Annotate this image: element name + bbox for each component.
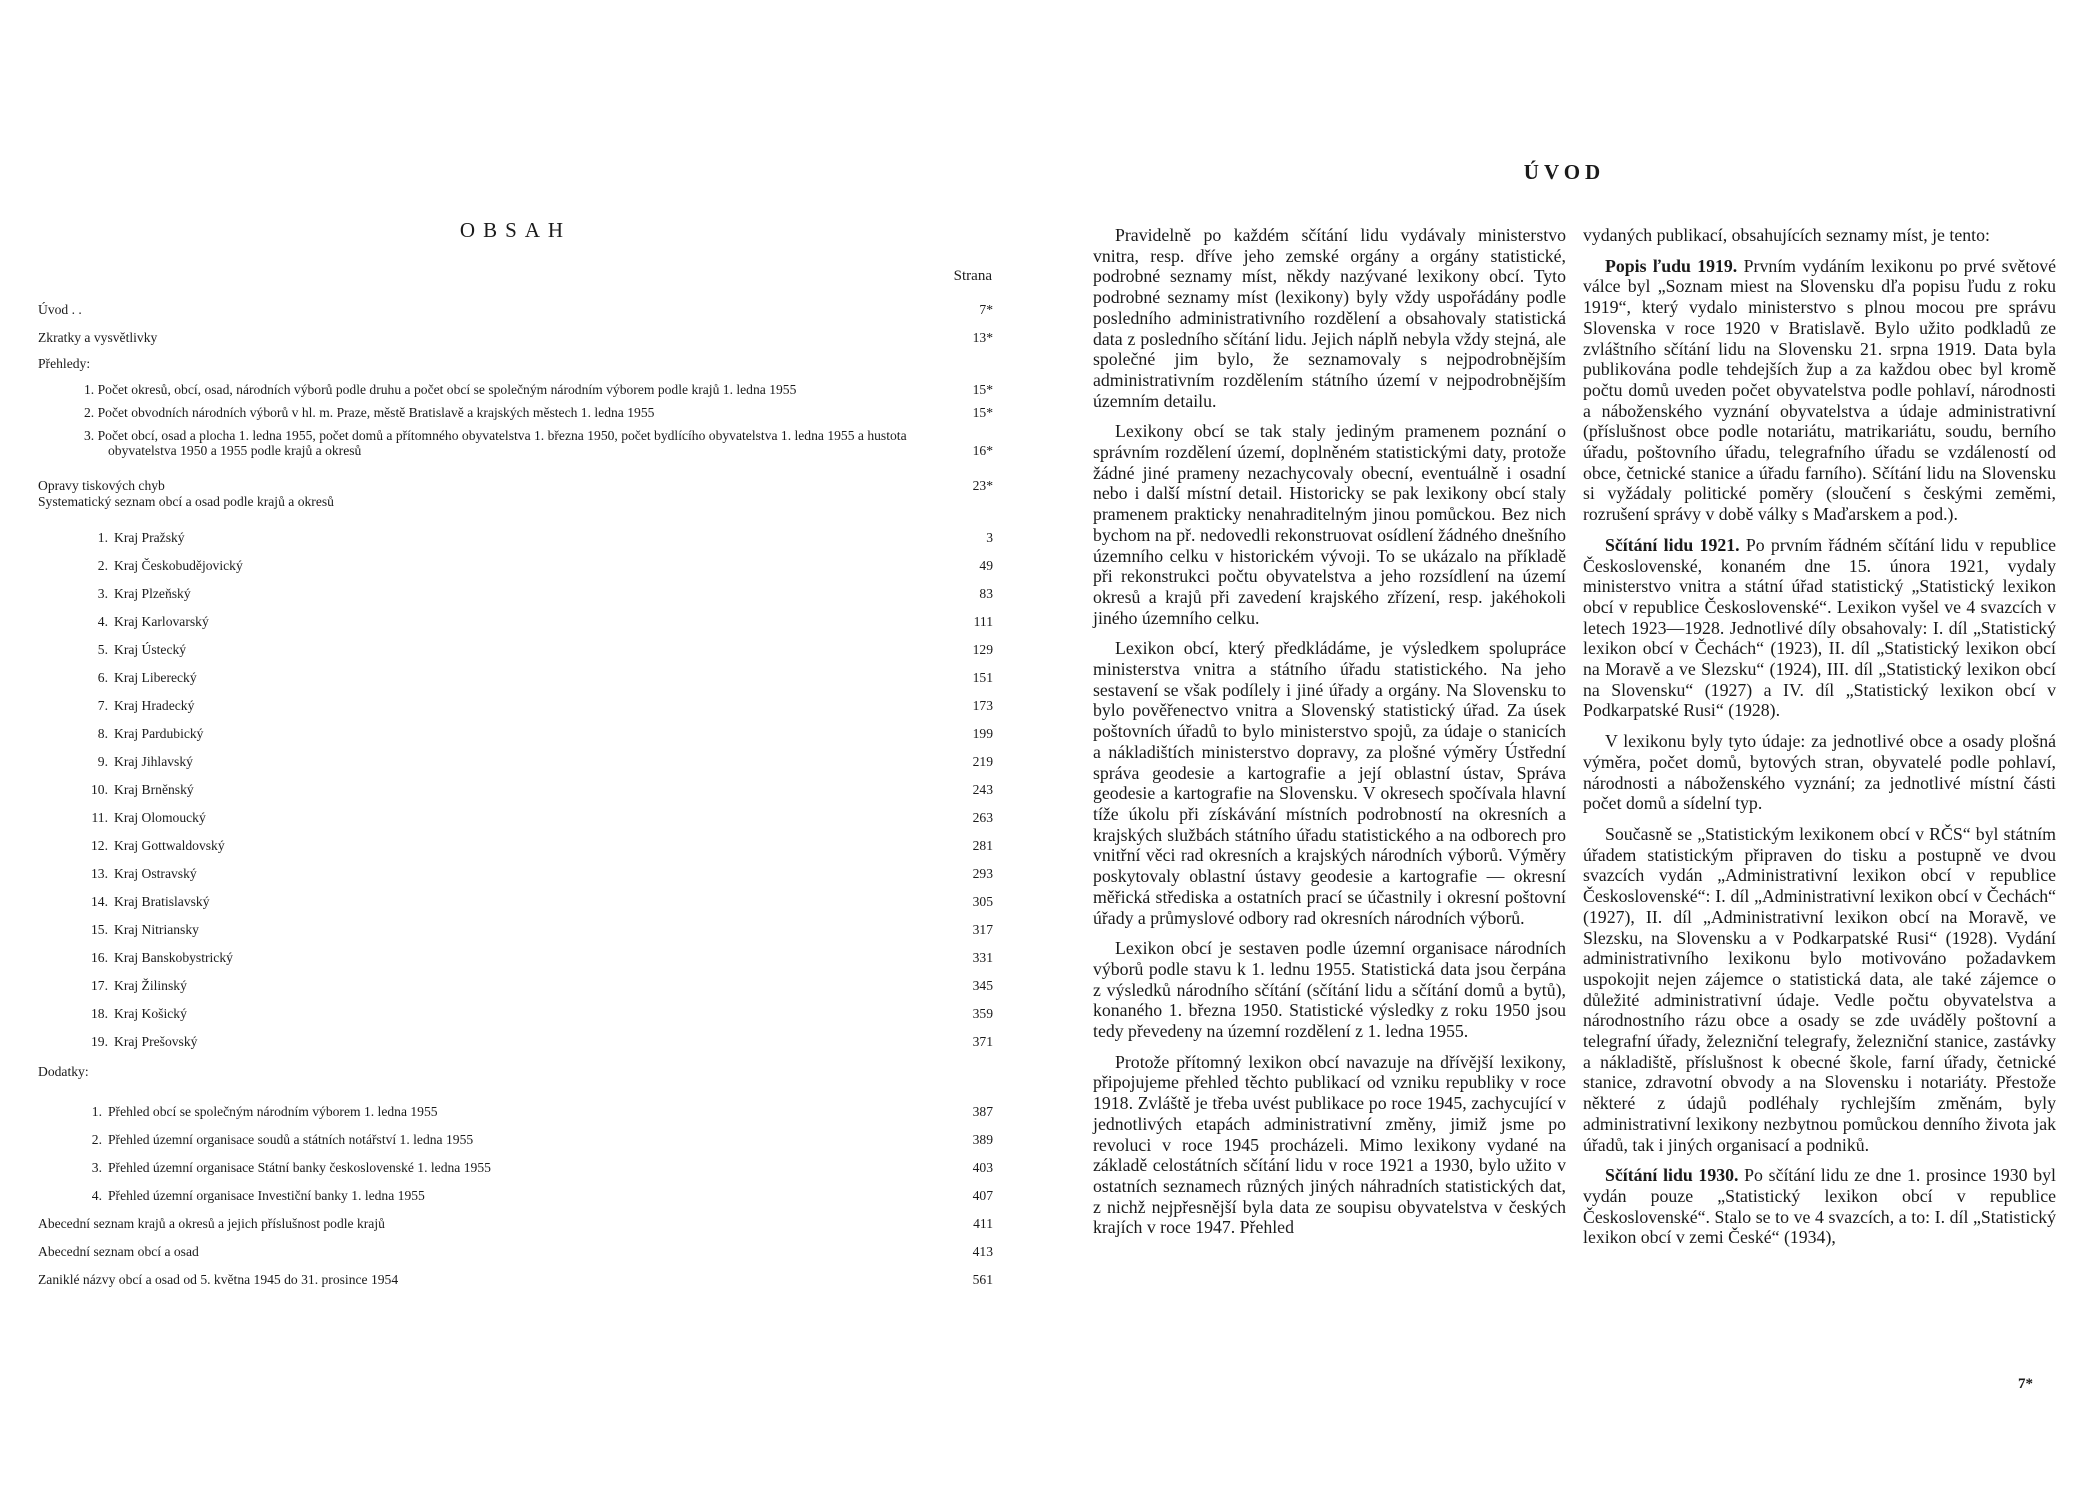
kraj-page: 345: [972, 978, 993, 993]
kraj-entry[interactable]: [38, 994, 993, 1022]
toc-entry-page: 15*: [972, 382, 993, 397]
kraj-number: 6.: [97, 670, 108, 685]
kraj-name: Kraj Prešovský: [114, 1034, 198, 1049]
toc-entry[interactable]: [38, 405, 993, 420]
toc-entry-page: 411: [973, 1216, 993, 1231]
toc-entry-label: Zaniklé názvy obcí a osad od 5. května 1945 do 31. prosince 1954: [38, 1272, 399, 1287]
toc-entry-page: 7*: [979, 302, 993, 317]
dodatek-entry[interactable]: [38, 1120, 993, 1148]
toc-entry-label: Opravy tiskových chyb: [38, 478, 165, 493]
uvod-paragraph: [1583, 256, 2056, 525]
kraj-number: 11.: [91, 810, 108, 825]
toc-entry[interactable]: [38, 1204, 993, 1232]
toc-entry-page: 15*: [972, 405, 993, 420]
toc-entry-label: Počet okresů, obcí, osad, národních výborů podle druhu a počet obcí se společným národním výborem podle krajů 1. ledna 1955: [97, 382, 797, 397]
uvod-paragraph-text: Po sčítání lidu ze dne 1. prosince 1930 byl vydán pouze „Statistický lexikon obcí v republice Československé“. Stalo se to ve 4 svazcích, a to: I. díl „Statistický lexikon obcí v zemi České“ (1934),: [1583, 1165, 2056, 1248]
kraj-label: [84, 1034, 197, 1050]
dodatek-entry[interactable]: [38, 1148, 993, 1176]
uvod-column-1: [1093, 225, 1566, 1248]
kraj-page: 243: [972, 782, 993, 797]
dodatek-number: 2.: [91, 1132, 102, 1147]
uvod-paragraph: Pravidelně po každém sčítání lidu vydávaly ministerstvo vnitra, resp. dříve jeho zemské orgány a orgány statistické, podrobné seznamy míst, někdy nazývané lexikony obcí. Tyto podrobné seznamy míst (lexikony) byly vždy uspořádány podle posledního administrativního rozdělení a obsahovaly statistická data z posledního sčítání lidu. Jejich náplň nebyla vždy stejná, ale společné jim bylo, že seznamovaly s nejpodrobnějším administrativním rozdělením státního území v nejpodrobnějším územním detailu.: [1093, 225, 1566, 411]
kraj-page: 83: [979, 586, 993, 601]
prehledy-heading: Přehledy:: [38, 356, 91, 371]
kraj-number: 19.: [91, 1034, 108, 1049]
uvod-title: ÚVOD: [1523, 160, 1606, 184]
kraj-entry[interactable]: [38, 938, 993, 966]
kraj-name: Kraj Pardubický: [114, 726, 204, 741]
dodatek-label: [84, 1104, 438, 1120]
dodatek-number: 1.: [91, 1104, 102, 1119]
kraj-number: 17.: [91, 978, 108, 993]
kraj-label: [84, 866, 197, 882]
kraj-label: [84, 782, 194, 798]
kraj-name: Kraj Nitriansky: [114, 922, 199, 937]
dodatek-entry[interactable]: [38, 1176, 993, 1204]
kraj-label: [84, 558, 243, 574]
kraj-name: Kraj Bratislavský: [114, 894, 210, 909]
uvod-paragraph: Lexikon obcí, který předkládáme, je výsledkem spolupráce ministerstva vnitra a státního úřadu statistického. Na jeho sestavení se však podílely i jiné úřady a orgány. Na Slovensku to bylo pověřenectvo vnitra a Slovenský statistický úřad. Za úsek poštovních úřadů to bylo ministerstvo spojů, za údaje o stanicích a nákladištích ministerstvo dopravy, za plošné výměry Ústřední správa geodesie a kartografie a její oblastní ústav, Správa geodesie a kartografie na Slovensku. V okresech spočívala hlavní tíže úkolu při získávání místních podrobností na okresních a krajských službách státního úřadu statistického a na odborech pro vnitřní věci rad okresních a krajských národních výborů. Výměry poskytovaly oblastní ústavy geodesie a kartografie — okresní měřická střediska a ostatních prací se účastnily i okresní poštovní úřady a průmyslové odbory rad okresních národních výborů.: [1093, 638, 1566, 928]
kraj-name: Kraj Liberecký: [114, 670, 197, 685]
kraje-list: [38, 518, 993, 1050]
kraj-entry[interactable]: [38, 910, 993, 938]
toc-entry-page: 413: [972, 1244, 993, 1259]
kraj-label: [84, 642, 186, 658]
kraj-number: 7.: [97, 698, 108, 713]
kraj-number: 16.: [91, 950, 108, 965]
kraj-name: Kraj Banskobystrický: [114, 950, 233, 965]
dodatek-text: Přehled územní organisace soudů a státních notářství 1. ledna 1955: [108, 1132, 474, 1147]
kraj-entry[interactable]: [38, 546, 993, 574]
kraj-label: [84, 922, 199, 938]
kraj-label: [84, 670, 197, 686]
toc-entry-page: 23*: [972, 478, 993, 493]
kraj-number: 12.: [91, 838, 108, 853]
toc-entry[interactable]: [38, 1260, 993, 1288]
kraj-entry[interactable]: [38, 826, 993, 854]
kraj-name: Kraj Plzeňský: [114, 586, 191, 601]
kraj-page: 305: [972, 894, 993, 909]
kraj-name: Kraj Žilinský: [114, 978, 187, 993]
kraj-label: [84, 978, 187, 994]
dodatek-label: [84, 1160, 491, 1176]
uvod-paragraph-text: Současně se „Statistickým lexikonem obcí v RČS“ byl státním úřadem statistickým připraven do tisku a postupně ve dvou svazcích vydán „Administrativní lexikon obcí v republice Československé“: I. díl „Administrativní lexikon obcí v Čechách“ (1927), II. díl „Administrativní lexikon obcí na Moravě, ve Slezsku, na Slovensku a v Podkarpatské Rusi“ (1928). Vydání administrativního lexikonu bylo motivováno požadavkem uspokojit nejen zájemce o statistická data, ale také zájemce o důležité administrativní údaje. Vedle počtu obyvatelstva a národnostního rázu obce a osady se zde uváděly poštovní a telegrafní úřady, železniční telegrafy, železniční stanice, zastávky a nákladiště, příslušnost k obecné škole, farní úřady, četnické stanice, zdravotní obvody a na Slovensku i notariáty. Přestože některé z údajů podléhaly rychlejším změnám, byly administrativní lexikony nezbytnou pomůckou denního života jak úřadů, tak i jiných organisací a podniků.: [1583, 823, 2056, 1155]
uvod-paragraph: Lexikon obcí je sestaven podle územní organisace národních výborů podle stavu k 1. lednu 1955. Statistická data jsou čerpána z výsledků národního sčítání (sčítání lidu a sčítání domů a bytů), konaného 1. března 1950. Statistické výsledky z roku 1950 jsou tedy převedeny na územní rozdělení z 1. ledna 1955.: [1093, 938, 1566, 1042]
uvod-paragraph: [1583, 535, 2056, 721]
toc-entry[interactable]: [38, 1232, 993, 1260]
toc-entry-number: 1.: [84, 382, 95, 397]
table-of-contents: [38, 290, 993, 1288]
toc-entry[interactable]: [38, 290, 993, 318]
toc-entry-label: Abecední seznam krajů a okresů a jejich příslušnost podle krajů: [38, 1216, 385, 1231]
kraj-number: 15.: [91, 922, 108, 937]
uvod-paragraph: Lexikony obcí se tak staly jediným pramenem poznání o správním rozdělení území, doplněném statistickými daty, protože žádné jiné prameny nezachycovaly obecní, eventuálně i osadní nebo i další místní detail. Historicky se pak lexikony obcí staly pramenem prakticky nenahraditelným jinou pomůckou. Bez nich bychom na př. nedovedli rekonstruovat osídlení žádného dnešního územního celku v historickém vývoji. To se ukázalo na příkladě při rekonstrukci počtu obyvatelstva a jeho rozsídlení na území okresů a krajů při zavedení krajského zřízení, resp. jakéhokoli jiného územního celku.: [1093, 421, 1566, 628]
kraj-page: 263: [972, 810, 993, 825]
dodatek-number: 4.: [91, 1188, 102, 1203]
toc-entry-label: Abecední seznam obcí a osad: [38, 1244, 199, 1259]
dodatek-number: 3.: [91, 1160, 102, 1175]
kraj-entry[interactable]: [38, 1022, 993, 1050]
right-page-uvod: [1043, 0, 2086, 1501]
kraj-entry[interactable]: [38, 798, 993, 826]
uvod-section-heading: Sčítání lidu 1930.: [1605, 1165, 1739, 1186]
uvod-column-2: [1583, 225, 2056, 1258]
toc-entry-label: Počet obvodních národních výborů v hl. m. Praze, městě Bratislavě a krajských městech 1. ledna 1955: [97, 405, 655, 420]
kraj-name: Kraj Hradecký: [114, 698, 195, 713]
kraj-name: Kraj Ostravský: [114, 866, 197, 881]
toc-entry-number: 3.: [84, 428, 95, 443]
kraj-page: 3: [986, 530, 993, 545]
systematicky-heading: Systematický seznam obcí a osad podle krajů a okresů: [38, 494, 334, 509]
kraj-page: 129: [972, 642, 993, 657]
tail-list: [38, 1204, 993, 1288]
kraj-name: Kraj Košický: [114, 1006, 187, 1021]
kraj-page: 359: [972, 1006, 993, 1021]
kraj-page: 371: [972, 1034, 993, 1049]
uvod-paragraph-text: Prvním vydáním lexikonu po prvé světové válce byl „Soznam miest na Slovensku dľa popisu ľudu z roku 1919“, který vydalo ministerstvo s plnou mocou pre správu Slovenska v roce 1920 v Bratislavě. Bylo užito podkladů ze zvláštního sčítání lidu na Slovensku 21. srpna 1919. Data byla publikována podle tehdejších žup a za každou obec byl kromě počtu domů uveden počet obyvatelstva podle pohlaví, národnosti a náboženského vyznání obyvatelstva a údaje administrativní (příslušnost obce podle notariátu, matrikariátu, soudu, berního úřadu, poštovního úřadu, telegrafního úřadu se vzdáleností od obce, četnické stanice a úřadu farního). Sčítání lidu na Slovensku si vyžádaly politické poměry (sloučení s českými zeměmi, rozrušení správy v době války s Maďarskem a pod.).: [1583, 255, 2056, 525]
kraj-number: 4.: [97, 614, 108, 629]
toc-entry-label: Zkratky a vysvětlivky: [38, 330, 158, 345]
kraj-page: 173: [972, 698, 993, 713]
uvod-paragraph: vydaných publikací, obsahujících seznamy míst, je tento:: [1583, 225, 1990, 245]
kraj-number: 3.: [97, 586, 108, 601]
kraj-page: 331: [972, 950, 993, 965]
kraj-number: 10.: [91, 782, 108, 797]
toc-entry-page: 16*: [972, 443, 993, 458]
kraj-entry[interactable]: [38, 854, 993, 882]
toc-entry-number: 2.: [84, 405, 95, 420]
kraj-number: 9.: [97, 754, 108, 769]
kraj-label: [84, 950, 233, 966]
kraj-number: 5.: [97, 642, 108, 657]
dodatek-text: Přehled územní organisace Investiční banky 1. ledna 1955: [108, 1188, 425, 1203]
kraj-name: Kraj Olomoucký: [114, 810, 206, 825]
toc-entry[interactable]: [38, 466, 993, 494]
kraj-entry[interactable]: [38, 518, 993, 546]
kraj-page: 293: [972, 866, 993, 881]
kraj-label: [84, 838, 225, 854]
toc-entry-page: 13*: [972, 330, 993, 345]
kraj-label: [84, 1006, 187, 1022]
kraj-entry[interactable]: [38, 630, 993, 658]
kraj-page: 281: [972, 838, 993, 853]
uvod-paragraph: Protože přítomný lexikon obcí navazuje na dřívější lexikony, připojujeme přehled těchto publikací od vzniku republiky v roce 1918. Zvláště je třeba uvést publikace po roce 1945, zachycující v jednotlivých etapách administrativní změny, jimiž jsme po revoluci v roce 1945 procházeli. Mimo lexikony vydané na základě celostátních sčítání lidu v roce 1921 a 1930, bylo užito v ostatních seznamech různých jiných náhradních statistických dat, z nichž nejpřesnější byla data ze soupisu obyvatelstva v českých krajích v roce 1947. Přehled: [1093, 1051, 1566, 1238]
dodatek-entry[interactable]: [38, 1092, 993, 1120]
toc-entry-page: 561: [972, 1272, 993, 1287]
dodatek-text: Přehled územní organisace Státní banky československé 1. ledna 1955: [108, 1160, 491, 1175]
toc-entry[interactable]: [38, 382, 993, 397]
uvod-paragraph: [1583, 1165, 2056, 1248]
kraj-name: Kraj Jihlavský: [114, 754, 193, 769]
kraj-label: [84, 754, 193, 770]
kraj-name: Kraj Brněnský: [114, 782, 194, 797]
kraj-page: 219: [972, 754, 993, 769]
kraj-entry[interactable]: [38, 770, 993, 798]
kraj-number: 1.: [97, 530, 108, 545]
kraj-label: [84, 530, 185, 546]
kraj-number: 8.: [97, 726, 108, 741]
kraj-number: 18.: [91, 1006, 108, 1021]
kraj-page: 199: [972, 726, 993, 741]
dodatek-page: 403: [972, 1160, 993, 1175]
kraj-name: Kraj Pražský: [114, 530, 185, 545]
kraj-entry[interactable]: [38, 658, 993, 686]
kraj-label: [84, 894, 210, 910]
uvod-section-heading: Sčítání lidu 1921.: [1605, 534, 1740, 555]
toc-entry[interactable]: [38, 428, 993, 458]
kraj-name: Kraj Ústecký: [114, 642, 187, 657]
kraj-name: Kraj Karlovarský: [114, 614, 209, 629]
toc-entry-label: Počet obcí, osad a plocha 1. ledna 1955, počet domů a přítomného obyvatelstva 1. března 1950, počet bydlícího obyvatelstva 1. ledna 1955 a hustota obyvatelstva 1950 a 1955 podle krajů a okresů: [97, 428, 907, 458]
kraj-entry[interactable]: [38, 966, 993, 994]
kraj-name: Kraj Gottwaldovský: [114, 838, 225, 853]
kraj-label: [84, 586, 191, 602]
kraj-label: [84, 726, 203, 742]
toc-entry-label: Úvod . .: [38, 302, 82, 317]
kraj-entry[interactable]: [38, 602, 993, 630]
strana-column-header: Strana: [953, 268, 992, 284]
dodatky-list: [38, 1092, 993, 1204]
page-number: 7*: [2018, 1376, 2033, 1392]
kraj-entry[interactable]: [38, 742, 993, 770]
kraj-page: 49: [979, 558, 993, 573]
kraj-entry[interactable]: [38, 714, 993, 742]
uvod-section-heading: Popis ľudu 1919.: [1605, 255, 1738, 276]
kraj-entry[interactable]: [38, 882, 993, 910]
obsah-title: OBSAH: [459, 218, 572, 242]
uvod-paragraph-text: Po prvním řádném sčítání lidu v republice Československé, konaném dne 15. února 1921, vydaly ministerstvo vnitra a státní úřad statistický „Statistický lexikon obcí v republice Československé“. Lexikon vyšel ve 4 svazcích v letech 1923—1928. Jednotlivé díly obsahovaly: I. díl „Statistický lexikon obcí v Čechách“ (1923), II. díl „Statistický lexikon obcí na Moravě a ve Slezsku“ (1924), III. díl „Statistický lexikon obcí na Slovensku“ (1927) a IV. díl „Statistický lexikon obcí v Podkarpatské Rusi“ (1928).: [1583, 534, 2056, 721]
kraj-number: 13.: [91, 866, 108, 881]
dodatek-page: 389: [972, 1132, 993, 1147]
kraj-page: 317: [972, 922, 993, 937]
kraj-label: [84, 698, 194, 714]
dodatek-page: 407: [972, 1188, 993, 1203]
kraj-number: 14.: [91, 894, 108, 909]
dodatek-label: [84, 1132, 473, 1148]
uvod-paragraph: [1583, 824, 2056, 1155]
dodatek-page: 387: [972, 1104, 993, 1119]
uvod-paragraph: [1583, 731, 2056, 814]
dodatky-heading: Dodatky:: [38, 1064, 89, 1079]
kraj-page: 151: [972, 670, 993, 685]
kraj-page: 111: [973, 614, 993, 629]
kraj-number: 2.: [97, 558, 108, 573]
kraj-name: Kraj Českobudějovický: [114, 558, 243, 573]
kraj-label: [84, 614, 209, 630]
dodatek-label: [84, 1188, 425, 1204]
kraj-entry[interactable]: [38, 574, 993, 602]
kraj-entry[interactable]: [38, 686, 993, 714]
uvod-paragraph-text: V lexikonu byly tyto údaje: za jednotlivé obce a osady plošná výměra, počet domů, bytových stran, obyvatelé podle pohlaví, národnosti a náboženského vyznání; za jednotlivé místní části počet domů a sídelní typ.: [1583, 731, 2056, 814]
dodatek-text: Přehled obcí se společným národním výborem 1. ledna 1955: [108, 1104, 438, 1119]
toc-entry[interactable]: [38, 318, 993, 346]
kraj-label: [84, 810, 206, 826]
